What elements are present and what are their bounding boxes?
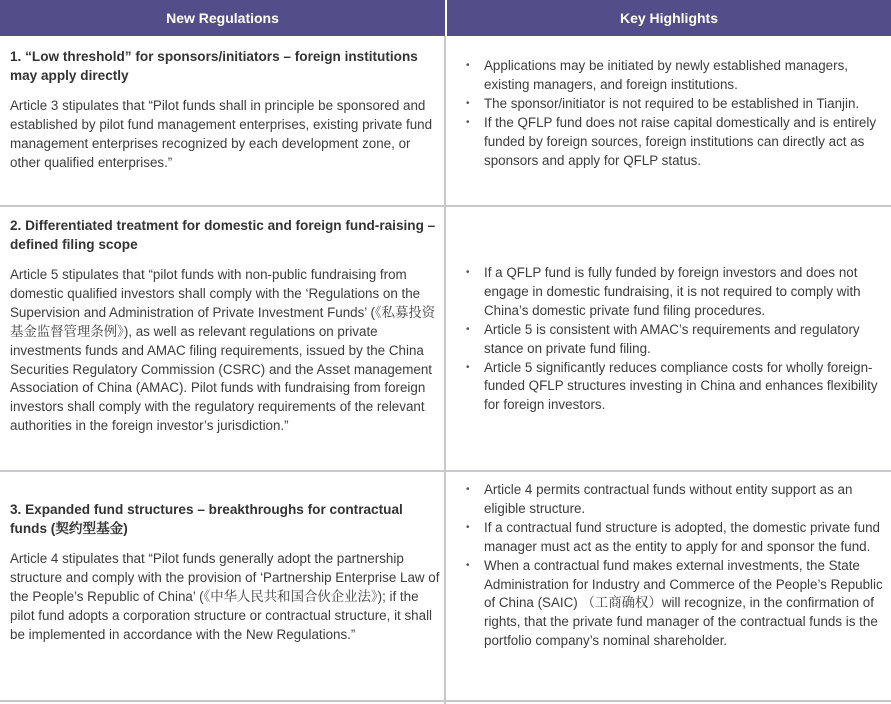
- list-item: • Article 5 is consistent with AMAC’s requirements and regulatory stance on private fund filing.: [462, 321, 886, 359]
- row-2-article: Article 5 stipulates that “pilot funds with non-public fundraising from domestic qualified investors shall comply with the ‘Regulations on the Supervision and Administration of Private Investment Funds’ (《私募投资基金监督管理条例》), as well as relevant regulations on private investments funds and AMAC filing requirements, issued by the China Securities Regulatory Commission (CSRC) and the Asset management Association of China (AMAC). Pilot funds with fundraising from foreign investors shall comply with the regulatory requirements of the relevant authorities in the foreign investor’s jurisdiction.”: [10, 267, 436, 434]
- list-item: • Applications may be initiated by newly established managers, existing managers, and foreign institutions.: [462, 57, 886, 95]
- row-3-highlights: [462, 481, 886, 651]
- row-2-title: 2. Differentiated treatment for domestic and foreign fund-raising – defined filing scope: [10, 218, 436, 252]
- row-divider: [0, 205, 891, 207]
- row-3-bullet-list: [462, 481, 886, 651]
- list-item: • If the QFLP fund does not raise capital domestically and is entirely funded by foreign sources, foreign institutions can directly act as sponsors and apply for QFLP status.: [462, 114, 886, 171]
- row-1-regulation: [10, 47, 440, 173]
- header-key-highlights: Key Highlights: [445, 0, 891, 36]
- list-item: • If a QFLP fund is fully funded by foreign investors and does not engage in domestic fundraising, it is not required to comply with China’s domestic private fund filing procedures.: [462, 264, 886, 321]
- column-divider: [444, 36, 446, 704]
- list-item: • When a contractual fund makes external investments, the State Administration for Industry and Commerce of the People’s Republic of China (SAIC) （工商确权）will recognize, in the confirmation of rights, that the private fund manager of the contractual funds is the portfolio company’s nominal shareholder.: [462, 557, 886, 652]
- row-2-bullet-list: [462, 264, 886, 415]
- row-3-regulation: [10, 500, 440, 645]
- list-item: • If a contractual fund structure is adopted, the domestic private fund manager must act as the entity to apply for and sponsor the fund.: [462, 519, 886, 557]
- list-item: • Article 5 significantly reduces compliance costs for wholly foreign-funded QFLP structures investing in China and enhances flexibility for foreign investors.: [462, 359, 886, 416]
- table-header: [0, 0, 891, 36]
- list-item: • Article 4 permits contractual funds without entity support as an eligible structure.: [462, 481, 886, 519]
- row-3-article: Article 4 stipulates that “Pilot funds generally adopt the partnership structure and comply with the provision of ‘Partnership Enterprise Law of the People’s Republic of China’ (《中华人民共和国合伙企业法》); if the pilot fund adopts a corporation structure or contractual structure, it shall be implemented in accordance with the New Regulations.”: [10, 551, 440, 642]
- row-2-regulation: [10, 216, 440, 436]
- row-1-bullet-list: [462, 57, 886, 170]
- list-item: • The sponsor/initiator is not required to be established in Tianjin.: [462, 95, 886, 114]
- row-divider: [0, 700, 891, 702]
- row-1-article: Article 3 stipulates that “Pilot funds shall in principle be sponsored and established by pilot fund management enterprises, existing private fund management enterprises recognized by each development zone, or other qualified enterprises.”: [10, 98, 433, 170]
- row-3-title: 3. Expanded fund structures – breakthroughs for contractual funds (契约型基金): [10, 502, 403, 536]
- row-2-highlights: [462, 264, 886, 415]
- row-1-highlights: [462, 57, 886, 170]
- row-1-title: 1. “Low threshold” for sponsors/initiators – foreign institutions may apply directly: [10, 49, 418, 83]
- header-new-regulations: New Regulations: [166, 10, 279, 26]
- row-divider: [0, 470, 891, 472]
